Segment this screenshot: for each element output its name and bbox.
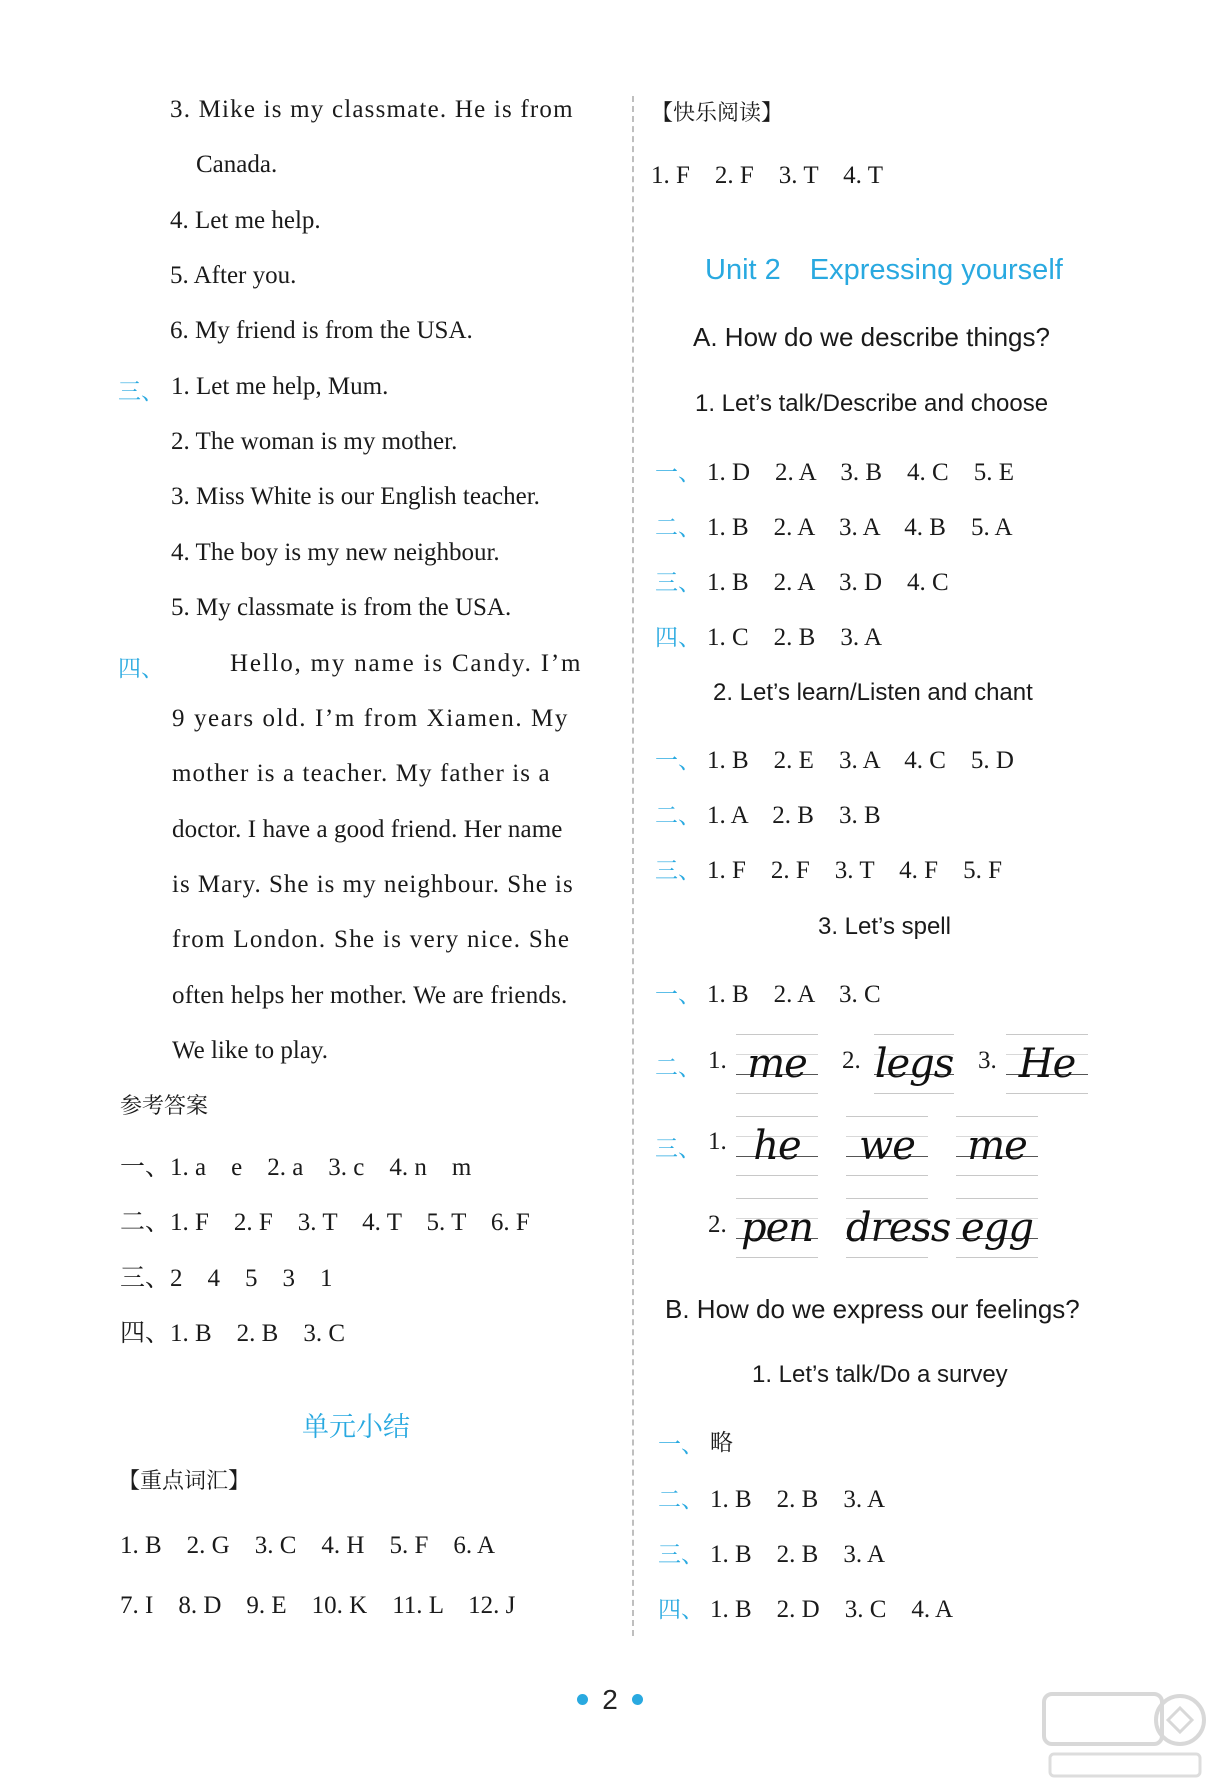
part-b-title: B. How do we express our feelings? <box>665 1294 1080 1324</box>
handwritten-word: dress <box>846 1205 951 1251</box>
answer-line: 6. My friend is from the USA. <box>170 317 473 344</box>
section-label: 四、 <box>658 1597 704 1623</box>
reference-answers-title: 参考答案 <box>120 1094 209 1119</box>
part-a-title: A. How do we describe things? <box>693 322 1050 352</box>
handwritten-word: egg <box>961 1205 1033 1251</box>
handwriting-answer <box>956 1116 1038 1176</box>
section-label: 二、 <box>655 515 701 541</box>
happy-reading-title: 【快乐阅读】 <box>651 101 784 126</box>
subsection-title: 1. Let’s talk/Do a survey <box>752 1361 1008 1388</box>
handwriting-answer <box>736 1116 818 1176</box>
answer-line: 2. The woman is my mother. <box>171 428 458 455</box>
answer-row: 1. B 2. E 3. A 4. C 5. D <box>707 747 1014 774</box>
section-label: 四、 <box>655 625 701 651</box>
section-label: 三、 <box>658 1542 704 1568</box>
dot-icon <box>577 1694 588 1705</box>
dot-icon <box>632 1694 643 1705</box>
answer-row: 二、1. F 2. F 3. T 4. T 5. T 6. F <box>120 1209 530 1236</box>
subsection-title: 3. Let’s spell <box>818 913 951 940</box>
answer-row: 1. B 2. A 3. D 4. C <box>707 569 949 596</box>
watermark-logo <box>1040 1688 1210 1784</box>
handwriting-answer <box>736 1198 818 1258</box>
section-label: 二、 <box>658 1487 704 1513</box>
answer-row: 1. B 2. B 3. A <box>710 1541 886 1568</box>
section-label: 一、 <box>655 748 701 774</box>
item-number: 1. <box>708 1128 727 1155</box>
answer-line: 1. Let me help, Mum. <box>171 373 389 400</box>
answer-row: 1. C 2. B 3. A <box>707 624 883 651</box>
handwriting-answer <box>874 1034 954 1094</box>
answer-row: 1. D 2. A 3. B 4. C 5. E <box>707 459 1014 486</box>
section-label: 三、 <box>655 570 701 596</box>
answer-row: 一、1. a e 2. a 3. c 4. n m <box>120 1154 472 1181</box>
subsection-title: 1. Let’s talk/Describe and choose <box>695 390 1049 417</box>
unit-title: Unit 2 Expressing yourself <box>705 254 1063 286</box>
section-label: 三、 <box>118 379 164 405</box>
answer-line: 3. Mike is my classmate. He is from <box>170 96 574 123</box>
answer-row: 1. B 2. D 3. C 4. A <box>710 1596 954 1623</box>
handwritten-word: me <box>967 1123 1027 1169</box>
handwritten-word: we <box>859 1123 915 1169</box>
section-label: 一、 <box>658 1432 704 1458</box>
passage-line: from London. She is very nice. She <box>172 926 571 953</box>
item-number: 1. <box>708 1047 727 1074</box>
passage-line: is Mary. She is my neighbour. She is <box>172 871 574 898</box>
answer-row: 三、2 4 5 3 1 <box>120 1265 333 1292</box>
answer-row: 1. B 2. A 3. C <box>707 981 881 1008</box>
answer-line: 5. My classmate is from the USA. <box>171 594 512 621</box>
section-label: 一、 <box>655 460 701 486</box>
answer-line: 3. Miss White is our English teacher. <box>171 483 540 510</box>
passage-line: often helps her mother. We are friends. <box>172 982 568 1009</box>
answer-row: 1. A 2. B 3. B <box>707 802 881 829</box>
page-number-text: 2 <box>602 1684 618 1715</box>
answer-row: 1. F 2. F 3. T 4. T <box>651 162 883 189</box>
item-number: 2. <box>708 1211 727 1238</box>
section-label: 二、 <box>655 1055 701 1081</box>
handwriting-answer <box>956 1198 1038 1258</box>
handwritten-word: he <box>753 1123 801 1169</box>
passage-line: mother is a teacher. My father is a <box>172 760 551 787</box>
section-label: 二、 <box>655 803 701 829</box>
passage-line: 9 years old. I’m from Xiamen. My <box>172 705 569 732</box>
handwritten-word: pen <box>740 1205 814 1251</box>
answer-row: 略 <box>710 1430 733 1456</box>
page-number <box>0 1684 1220 1716</box>
handwritten-word: legs <box>874 1041 954 1087</box>
handwriting-answer <box>1006 1034 1088 1094</box>
passage-line: Hello, my name is Candy. I’m <box>230 650 583 677</box>
answer-row: 1. B 2. G 3. C 4. H 5. F 6. A <box>120 1532 496 1559</box>
answer-row: 7. I 8. D 9. E 10. K 11. L 12. J <box>120 1592 516 1619</box>
answer-row: 1. F 2. F 3. T 4. F 5. F <box>707 857 1002 884</box>
answer-line: 5. After you. <box>170 262 297 289</box>
answer-row: 四、1. B 2. B 3. C <box>120 1320 346 1347</box>
answer-line: 4. Let me help. <box>170 207 321 234</box>
subsection-title: 2. Let’s learn/Listen and chant <box>713 679 1033 706</box>
answer-line: Canada. <box>196 151 278 178</box>
passage-line: We like to play. <box>172 1037 329 1064</box>
handwriting-answer <box>846 1116 928 1176</box>
answer-line: 4. The boy is my new neighbour. <box>171 539 500 566</box>
answer-row: 1. B 2. A 3. A 4. B 5. A <box>707 514 1013 541</box>
handwritten-word: me <box>747 1041 807 1087</box>
unit-summary-title: 单元小结 <box>302 1412 410 1443</box>
section-label: 四、 <box>118 656 164 682</box>
passage-line: doctor. I have a good friend. Her name <box>172 816 563 843</box>
section-label: 三、 <box>655 858 701 884</box>
item-number: 3. <box>978 1047 997 1074</box>
handwritten-word: He <box>1018 1041 1076 1087</box>
column-divider <box>632 96 634 1636</box>
item-number: 2. <box>842 1047 861 1074</box>
section-label: 一、 <box>655 982 701 1008</box>
answer-row: 1. B 2. B 3. A <box>710 1486 886 1513</box>
handwriting-answer <box>846 1198 951 1258</box>
section-label: 三、 <box>655 1136 701 1162</box>
key-vocab-title: 【重点词汇】 <box>118 1469 251 1494</box>
handwriting-answer <box>736 1034 818 1094</box>
